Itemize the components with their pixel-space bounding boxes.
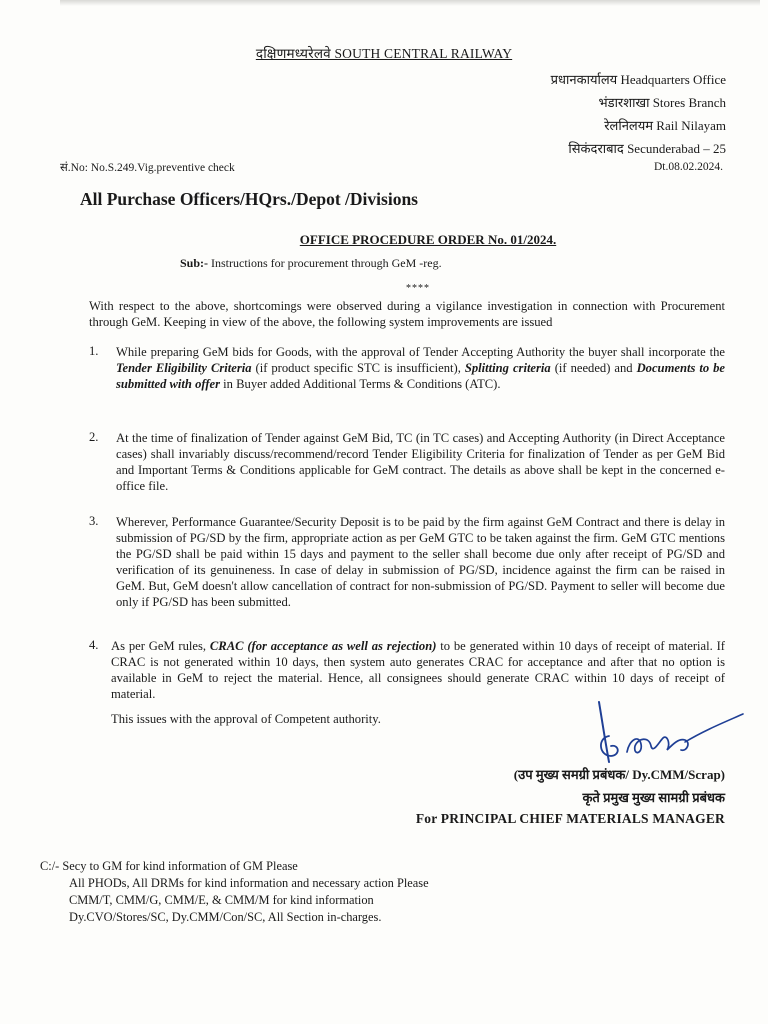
emphasis: Documents to be submitted with offer	[116, 361, 725, 391]
item-number: 2.	[89, 430, 99, 444]
copy-to-line: Dy.CVO/Stores/SC, Dy.CMM/Con/SC, All Section in-charges.	[69, 910, 382, 924]
address-line: रेलनिलयम Rail Nilayam	[604, 118, 726, 133]
address-line: प्रधानकार्यालय Headquarters Office	[550, 72, 726, 87]
emphasis: CRAC (for acceptance as well as rejection)	[209, 639, 437, 653]
signatory-for-hindi: कृते प्रमुख मुख्य सामग्री प्रबंधक	[582, 790, 725, 805]
intro-paragraph: With respect to the above, shortcomings were observed during a vigilance investigation in connection with Procurement through GeM. Keeping in view of the above, the following system improvements are issued	[89, 299, 725, 329]
subject-text: Instructions for procurement through GeM -reg.	[211, 256, 442, 270]
item-number: 4.	[89, 638, 99, 652]
signatory-for-english: For PRINCIPAL CHIEF MATERIALS MANAGER	[415, 811, 725, 826]
order-title: OFFICE PROCEDURE ORDER No. 01/2024.	[299, 232, 557, 247]
subject-label: Sub:-	[180, 256, 209, 270]
signatory-designation: (उप मुख्य समग्री प्रबंधक/ Dy.CMM/Scrap)	[513, 767, 725, 782]
list-item: While preparing GeM bids for Goods, with the approval of Tender Accepting Authority the buyer shall incorporate the Tender Eligibility Criteria (if product specific STC is insufficient), Splitting criteria (if needed) and Documents to be submitted with offer in Buyer added Additional Terms & Conditions (ATC).	[116, 345, 725, 391]
subject-line	[180, 256, 442, 271]
item-number: 1.	[89, 344, 99, 358]
addressee: All Purchase Officers/HQrs./Depot /Divisions	[80, 189, 418, 209]
list-item: Wherever, Performance Guarantee/Security Deposit is to be paid by the firm against GeM Contract and there is delay in submission of PG/SD by the firm, appropriate action as per GeM GTC to be taken against the firm. GeM GTC mentions the PG/SD shall be paid within 15 days and payment to the seller shall become due only after receipt of PG/SD and verification of its genuineness. In case of delay in submission of PG/SD, incidence against the firm can be raised in GeM. But, GeM doesn't allow cancellation of contract for non-submission of PG/SD. Payment to seller will become due only if PG/SD has been submitted.	[116, 515, 725, 609]
emphasis: Splitting criteria	[464, 361, 551, 375]
copy-to-list	[40, 858, 429, 926]
railway-name: दक्षिणमध्यरेलवे SOUTH CENTRAL RAILWAY	[255, 46, 513, 61]
reference-number: सं.No: No.S.249.Vig.preventive check	[60, 162, 235, 174]
copy-to-line: All PHODs, All DRMs for kind information and necessary action Please	[69, 876, 429, 890]
list-item: At the time of finalization of Tender against GeM Bid, TC (in TC cases) and Accepting Authority (in Direct Acceptance cases) shall invariably discuss/recommend/record Tender Eligibility Criteria for finalization of Tender as per GeM Bid and Important Terms & Conditions applicable for GeM contract. The details as above shall be kept in the concerned e-office file.	[116, 431, 725, 493]
copy-to-line: C:/- Secy to GM for kind information of GM Please	[40, 859, 298, 873]
list-item: As per GeM rules, CRAC (for acceptance as well as rejection) to be generated within 10 days of receipt of material. If CRAC is not generated within 10 days, then system auto generates CRAC for acceptance and after that no option is available in GeM to reject the material. Hence, all consignees should generate CRAC within 10 days of receipt of material.	[111, 639, 726, 701]
copy-to-line: CMM/T, CMM/G, CMM/E, & CMM/M for kind information	[69, 893, 374, 907]
page-edge-shadow	[60, 0, 760, 6]
signature	[575, 700, 745, 775]
approval-statement: This issues with the approval of Competent authority.	[111, 712, 381, 726]
letter-date: Dt.08.02.2024.	[654, 161, 723, 173]
address-line: सिकंदराबाद Secunderabad – 25	[568, 141, 726, 156]
item-number: 3.	[89, 514, 99, 528]
emphasis: Tender Eligibility Criteria	[116, 361, 252, 375]
separator: ****	[406, 283, 430, 294]
address-line: भंडारशाखा Stores Branch	[598, 95, 726, 110]
